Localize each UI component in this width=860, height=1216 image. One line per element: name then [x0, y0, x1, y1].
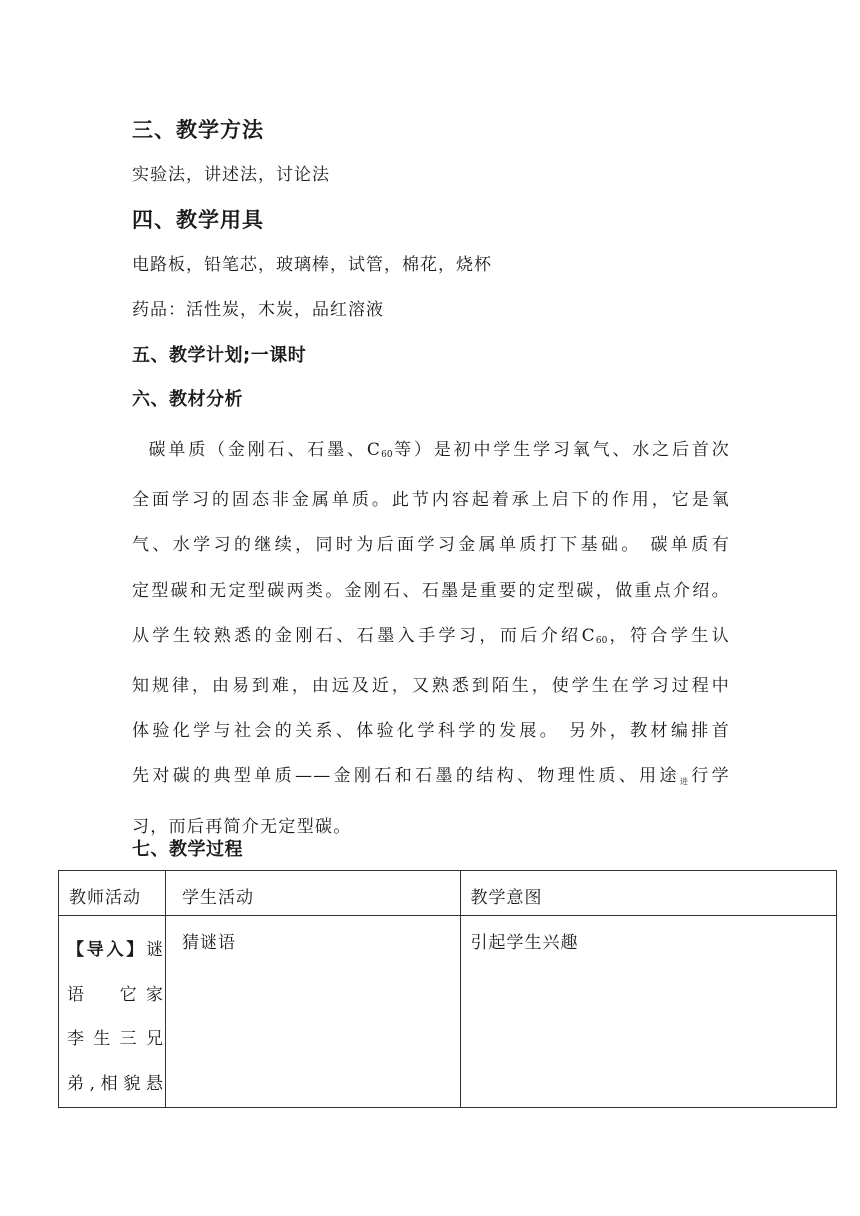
analysis-line: 碳单质（金刚石、石墨、$C_{60}$等）是初中学生学习氧气、水之后首次: [148, 440, 730, 460]
analysis-line: 全面学习的固态非金属单质。此节内容起着承上启下的作用，它是氧: [132, 490, 730, 511]
analysis-paragraph: [132, 428, 730, 850]
table-row: [59, 916, 837, 1108]
analysis-heading: 六、教材分析: [132, 389, 243, 410]
methods-text: 实验法，讲述法，讨论法: [132, 165, 330, 185]
header-intent: 教学意图: [460, 871, 836, 916]
methods-heading: 三、教学方法: [132, 118, 264, 142]
analysis-line: 从学生较熟悉的金刚石、石墨入手学习，而后介绍$C_{60}$，符合学生认: [132, 625, 730, 646]
teacher-line: 语 它家: [67, 984, 163, 1005]
process-heading: 七、教学过程: [132, 839, 243, 860]
analysis-line: 定型碳和无定型碳两类。金刚石、石墨是重要的定型碳，做重点介绍。: [132, 580, 730, 601]
analysis-line: 习，而后再简介无定型碳。: [132, 816, 352, 837]
analysis-line: 气、水学习的继续，同时为后面学习金属单质打下基础。 碳单质有: [132, 535, 730, 556]
teaching-process-table: [58, 870, 837, 1108]
header-student: 学生活动: [165, 871, 460, 916]
tools-text: 电路板，铅笔芯，玻璃棒，试管，棉花，烧杯: [132, 255, 492, 275]
tools-heading: 四、教学用具: [132, 208, 264, 232]
analysis-line: 先对碳的典型单质——金刚石和石墨的结构、物理性质、用途进行学: [132, 766, 730, 787]
table-header-row: [59, 871, 837, 916]
teacher-activity-cell: [59, 916, 166, 1108]
teaching-intent-cell: 引起学生兴趣: [460, 916, 836, 1108]
teacher-line: 【导入】谜: [67, 940, 163, 960]
student-activity-cell: 猜谜语: [165, 916, 460, 1108]
header-teacher: 教师活动: [59, 871, 166, 916]
teacher-line: 李生三兄: [67, 1029, 163, 1050]
teacher-line: 弟,相貌悬: [67, 1074, 163, 1095]
analysis-line: 体验化学与社会的关系、体验化学科学的发展。 另外，教材编排首: [132, 721, 730, 742]
reagents-text: 药品：活性炭，木炭，品红溶液: [132, 300, 384, 320]
analysis-line: 知规律，由易到难，由远及近，又熟悉到陌生，使学生在学习过程中: [132, 676, 730, 697]
plan-heading: 五、教学计划;一课时: [132, 345, 307, 366]
